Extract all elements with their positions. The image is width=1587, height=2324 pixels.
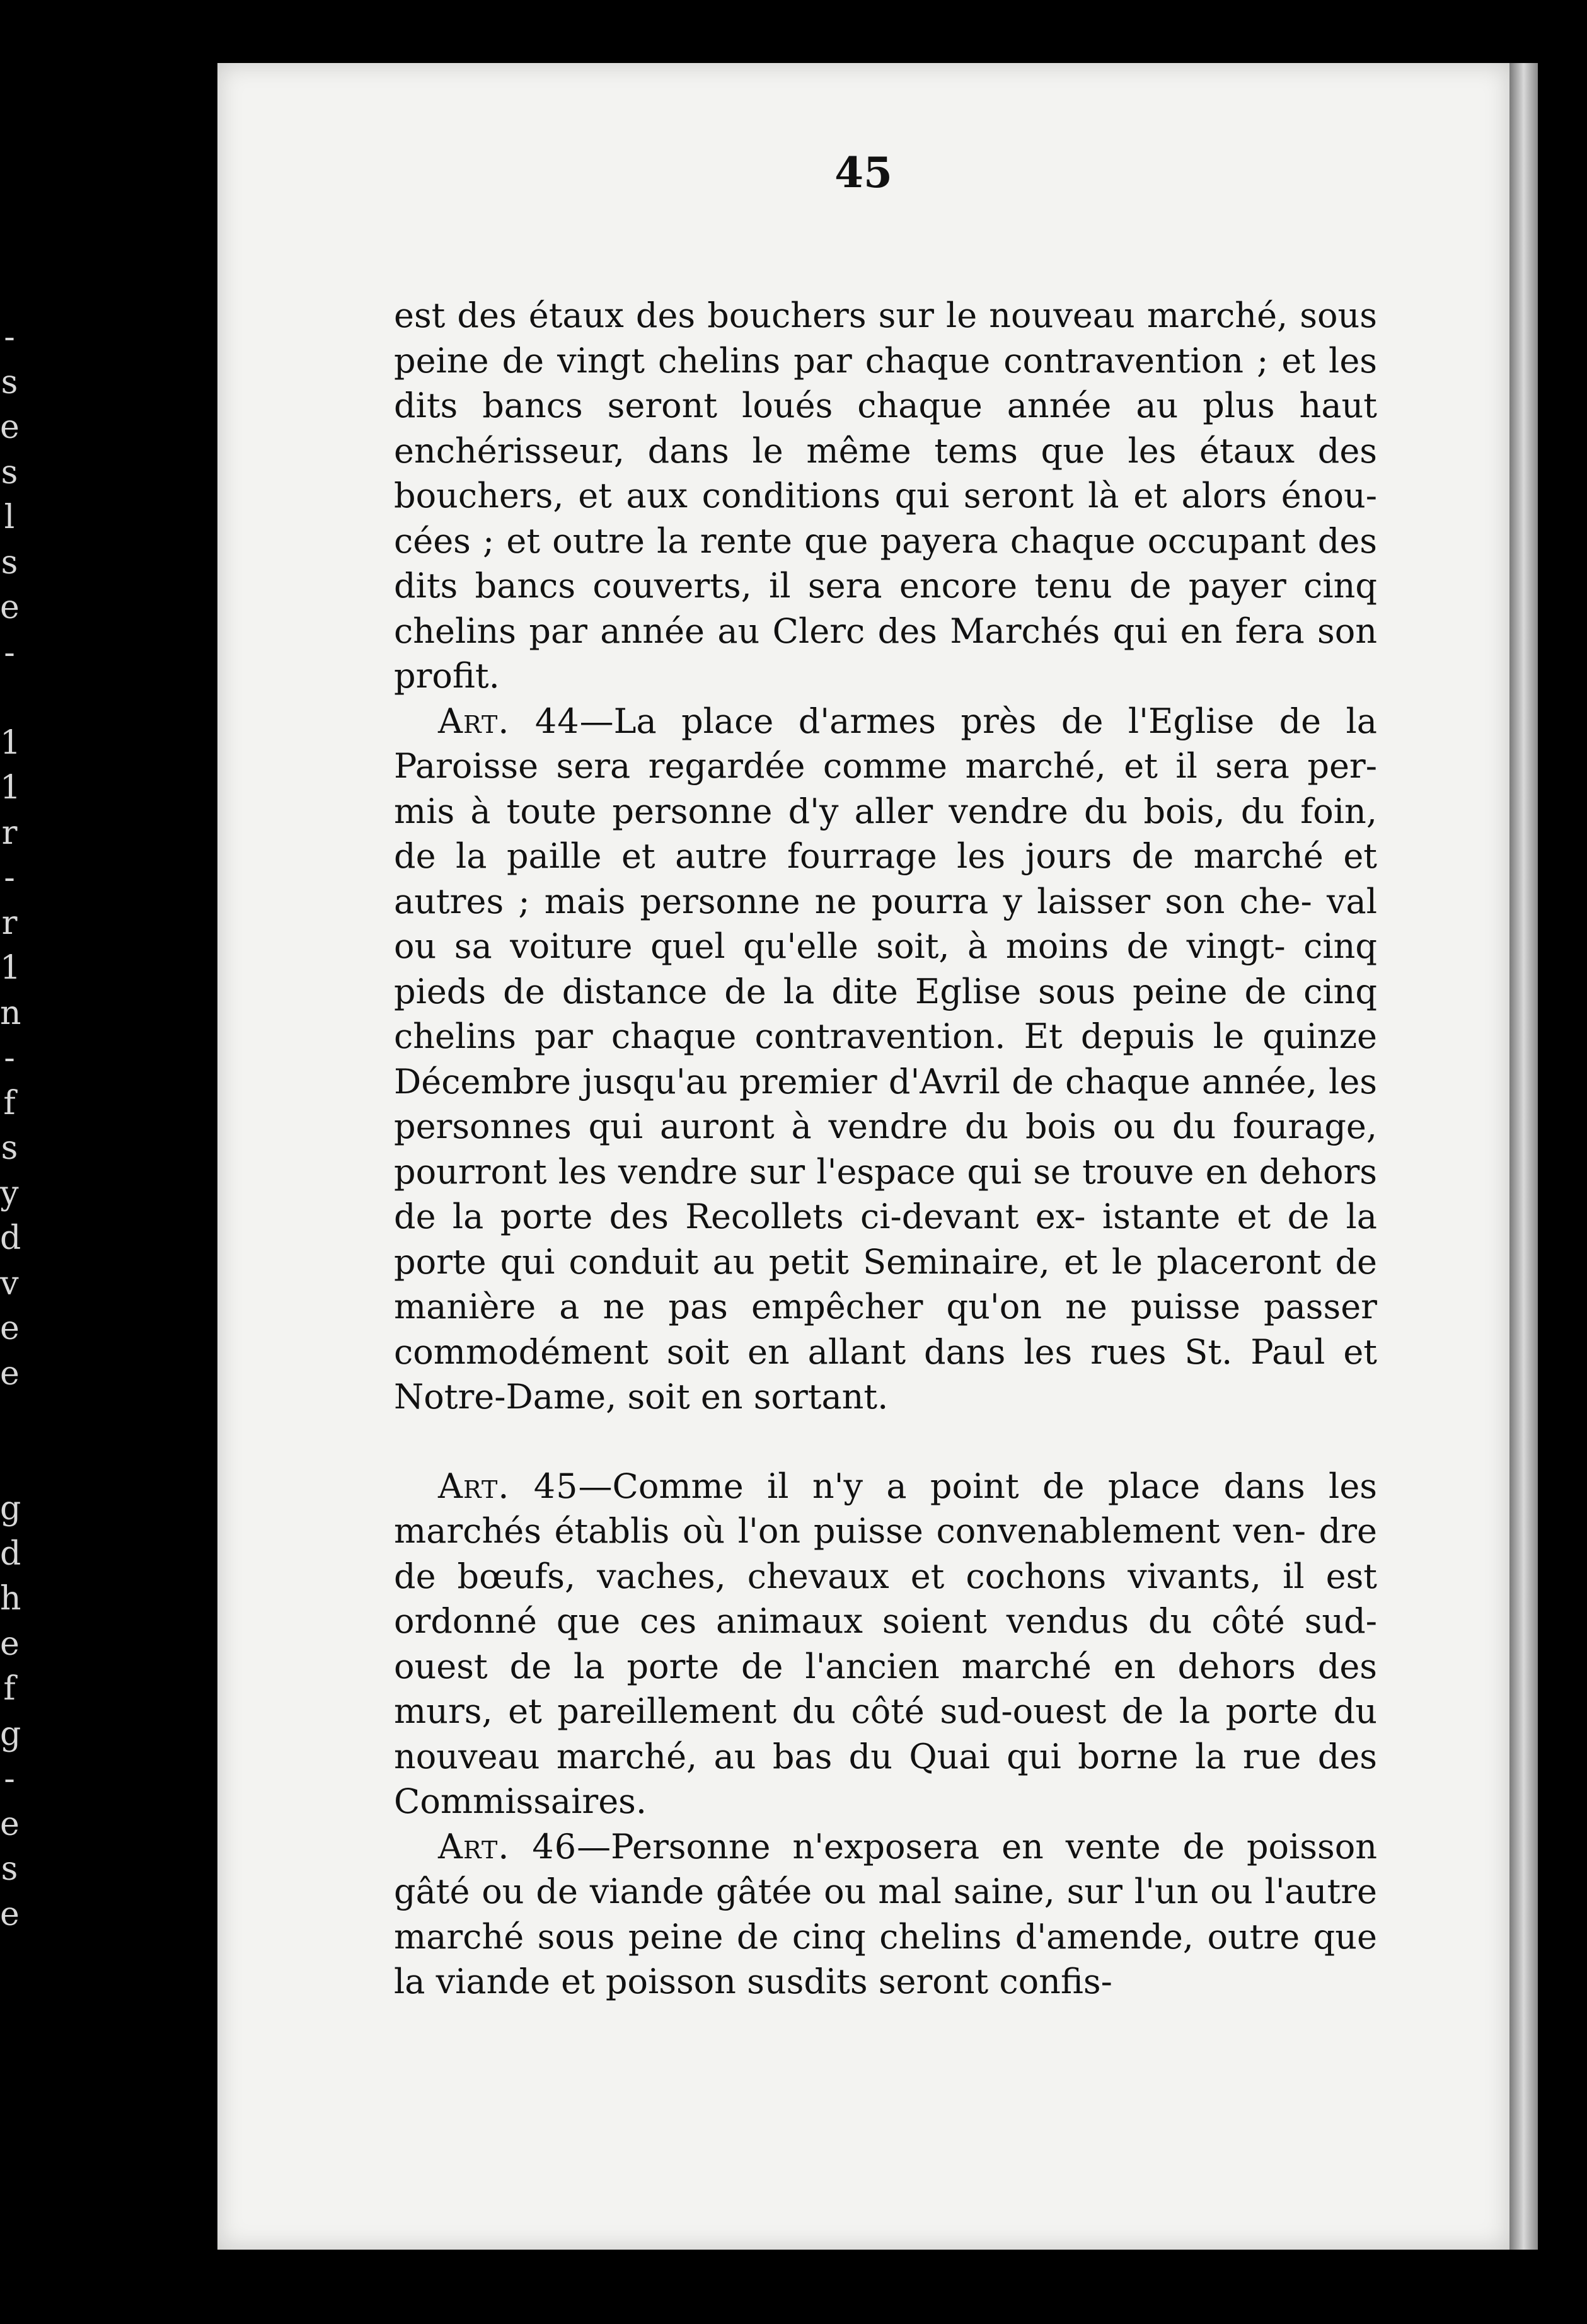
text-line: rues St. Paul et Notre-Dame, soit en sortant. — [394, 1332, 1377, 1417]
margin-fragment: e — [0, 1625, 20, 1663]
margin-fragment: - — [4, 318, 15, 356]
text-line: cées ; et outre la rente que payera chaque occupant — [394, 521, 1318, 561]
margin-fragment: - — [4, 1760, 15, 1798]
text-line: du fourage, pourront les vendre sur l'espace qui se — [394, 1107, 1378, 1192]
margin-fragment: f — [3, 1670, 16, 1708]
text-line: —Comme il n'y a point de place dans — [578, 1466, 1329, 1506]
text-line: —La place d'armes près de l'Eglise de la — [579, 701, 1377, 741]
text-line: Paroisse sera regardée comme marché, et il sera per- — [394, 746, 1377, 786]
paragraph-spacer — [394, 1420, 1377, 1464]
text-line: est des étaux des bouchers sur le nouveau marché, sous — [394, 296, 1377, 335]
text-line: porte du nouveau marché, au bas du Quai qui borne — [394, 1691, 1377, 1776]
book-spine-edge — [1509, 63, 1538, 2250]
margin-fragment: r — [1, 904, 18, 942]
text-line: dre de bœufs, vaches, chevaux et cochons vivants, — [394, 1511, 1377, 1596]
margin-fragment: s — [1, 1129, 18, 1167]
margin-fragment: s — [1, 543, 18, 582]
page-body-text — [394, 293, 1377, 2005]
text-line: —Personne n'exposera en vente de poisson — [577, 1826, 1377, 1867]
text-line: bouchers, et aux conditions qui seront là et alors énou- — [394, 476, 1377, 515]
text-line: trouve en dehors de la porte des Recollets ci-devant ex- — [394, 1151, 1377, 1236]
margin-fragment: s — [1, 1850, 18, 1888]
article-heading: Art. 46 — [438, 1826, 577, 1867]
text-line: cinq pieds de distance de la dite Eglise sous peine de — [394, 926, 1377, 1011]
margin-fragment: e — [0, 589, 20, 626]
margin-fragment: d — [0, 1219, 21, 1257]
text-line: fera son profit. — [394, 611, 1378, 696]
margin-fragment: e — [0, 1354, 20, 1393]
margin-fragment — [0, 1396, 19, 1442]
text-line: année, les personnes qui auront à vendre du bois ou — [394, 1061, 1377, 1146]
text-line: la rue des Commissaires. — [394, 1736, 1377, 1821]
margin-fragment: - — [4, 1039, 15, 1077]
margin-fragment: s — [1, 363, 18, 401]
adjacent-page-text-fragments — [0, 315, 19, 1937]
margin-fragment: 1 — [0, 949, 21, 987]
margin-fragment: e — [0, 408, 20, 446]
text-line: puisse passer commodément soit en allant dans les — [394, 1287, 1377, 1372]
margin-fragment: l — [4, 498, 15, 536]
text-line: il est ordonné que ces animaux soient vendus du côté — [394, 1556, 1377, 1641]
text-line: l'autre marché sous peine de cinq chelins d'amende, — [394, 1872, 1377, 1957]
margin-fragment: g — [0, 1715, 21, 1753]
margin-fragment: n — [0, 994, 21, 1032]
margin-fragment: y — [0, 1174, 19, 1212]
text-line: et autres ; mais personne ne pourra y laisser son che- — [394, 836, 1377, 921]
margin-fragment: e — [0, 1895, 20, 1933]
text-line: outre que la viande et poisson susdits seront confis- — [394, 1916, 1377, 2001]
margin-fragment: - — [4, 633, 15, 672]
text-line: des murs, et pareillement du côté sud-ouest de la — [394, 1646, 1377, 1731]
text-line: les dits bancs seront loués chaque année au plus haut — [394, 340, 1377, 425]
paragraph-art-44 — [394, 699, 1377, 1420]
text-line: de la paille et autre fourrage les jours de marché — [394, 836, 1344, 876]
margin-fragment: 1 — [0, 769, 21, 807]
text-line: les marchés établis où l'on puisse convenablement ven- — [394, 1466, 1377, 1551]
text-line: mis à toute personne d'y aller vendre du bois, du foin, — [394, 791, 1377, 831]
text-line: quinze Décembre jusqu'au premier d'Avril de chaque — [394, 1016, 1377, 1102]
text-line: enchérisseur, dans le même tems que les étaux des — [394, 430, 1377, 471]
margin-fragment: e — [0, 1805, 20, 1843]
margin-fragment: v — [0, 1264, 19, 1303]
margin-fragment: f — [3, 1084, 16, 1122]
margin-fragment — [0, 676, 19, 721]
text-line: peine de vingt chelins par chaque contravention ; et — [394, 340, 1329, 381]
margin-fragment: - — [4, 859, 15, 897]
text-line: le placeront de manière a ne pas empêcher qu'on ne — [394, 1241, 1377, 1326]
article-heading: Art. 44 — [438, 701, 580, 741]
text-line: cinq chelins par année au Clerc des Marchés qui en — [394, 566, 1377, 651]
margin-fragment: r — [1, 814, 18, 852]
adjacent-page-edge — [0, 63, 189, 2250]
margin-fragment: h — [0, 1580, 21, 1618]
text-line: sud-ouest de la porte de l'ancien marché en dehors — [394, 1601, 1377, 1686]
article-heading: Art. 45 — [438, 1466, 579, 1506]
margin-fragment: e — [0, 1309, 20, 1347]
text-line: cinq chelins par chaque contravention. Et depuis le — [394, 971, 1377, 1056]
text-line: istante et de la porte qui conduit au petit Seminaire, et — [394, 1197, 1377, 1282]
margin-fragment: g — [0, 1490, 21, 1527]
margin-fragment — [0, 1442, 19, 1487]
text-line: val ou sa voiture quel qu'elle soit, à moins de vingt- — [394, 881, 1377, 966]
page-number: 45 — [834, 148, 892, 197]
margin-fragment: 1 — [0, 723, 21, 762]
margin-fragment: d — [0, 1534, 21, 1573]
paragraph-continuation — [394, 293, 1377, 699]
text-line: gâté ou de viande gâtée ou mal saine, sur l'un ou — [394, 1872, 1265, 1911]
paragraph-art-45 — [394, 1464, 1377, 1824]
text-line: des dits bancs couverts, il sera encore tenu de payer — [394, 521, 1377, 606]
paragraph-art-46 — [394, 1824, 1377, 2005]
margin-fragment: s — [1, 453, 18, 492]
book-page — [217, 63, 1509, 2250]
